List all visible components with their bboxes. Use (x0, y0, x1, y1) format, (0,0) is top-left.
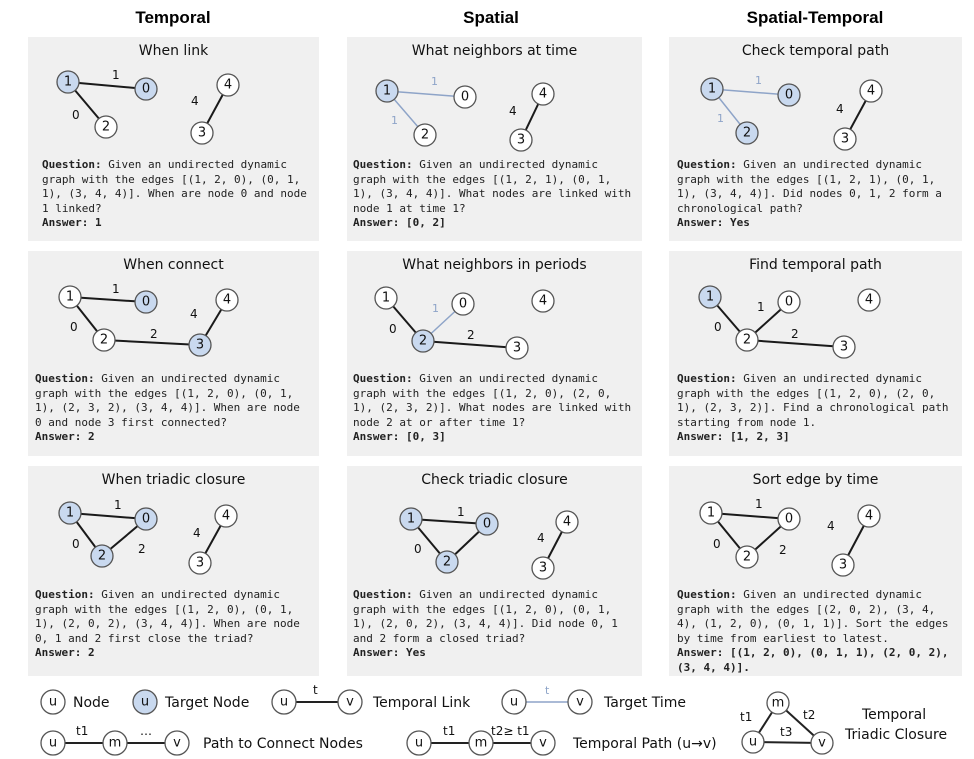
node-1 (699, 286, 721, 308)
svg-text:4: 4 (864, 292, 874, 308)
graph (347, 37, 639, 152)
svg-text:3: 3 (516, 132, 526, 148)
svg-text:t: t (545, 684, 550, 697)
edge-time-label: 1 (757, 300, 765, 314)
node-3 (189, 552, 211, 574)
svg-text:1: 1 (65, 505, 75, 521)
node-3 (832, 554, 854, 576)
node-2 (414, 124, 436, 146)
svg-text:t: t (313, 683, 318, 697)
panel-when-link (28, 37, 319, 241)
svg-text:Target Time: Target Time (604, 695, 687, 711)
answer-text: 2 (87, 430, 95, 443)
column-header-spatial: Spatial (463, 8, 519, 27)
edge-time-label: 0 (70, 320, 78, 334)
edge-time-label: 4 (509, 104, 517, 118)
legend (0, 682, 974, 759)
question-label: Question: (677, 372, 737, 385)
svg-text:1: 1 (706, 505, 716, 521)
node-1 (57, 71, 79, 93)
svg-text:u: u (48, 735, 58, 751)
edge-time-label: 0 (72, 537, 80, 551)
node-3 (532, 557, 554, 579)
svg-text:2: 2 (101, 119, 111, 135)
svg-text:u: u (48, 694, 58, 710)
edge-time-label: 2 (467, 328, 475, 342)
panel-title: Find temporal path (749, 257, 882, 273)
answer-label: Answer: (353, 646, 400, 659)
node-4 (215, 505, 237, 527)
svg-text:Temporal Path (u→v): Temporal Path (u→v) (573, 736, 717, 752)
node-4 (858, 505, 880, 527)
question-text: Given an undirected dynamic graph with the edges [(1, 2, 0), (0, 1, 1), (2, 0, 2), (3, 4, 4)]. When are node 0, 1 and 2 first close the triad? (35, 588, 300, 645)
question-answer (353, 158, 636, 231)
panel-check-triadic-closure (347, 466, 642, 676)
node-2 (95, 116, 117, 138)
answer-label: Answer: (42, 216, 89, 229)
answer-text: [(1, 2, 0), (0, 1, 1), (2, 0, 2), (3, 4, 4)]. (677, 646, 949, 674)
svg-text:u: u (748, 734, 758, 750)
svg-text:0: 0 (458, 296, 468, 312)
node-2 (436, 551, 458, 573)
edge-time-label: 4 (836, 102, 844, 116)
question-text: Given an undirected dynamic graph with the edges [(1, 2, 0), (0, 1, 1), (2, 0, 2), (3, 4, 4)]. Did node 0, 1 and 2 form a closed triad? (353, 588, 618, 645)
node-4 (216, 289, 238, 311)
answer-text: [0, 2] (405, 216, 446, 229)
node-3 (510, 129, 532, 151)
question-label: Question: (42, 158, 102, 171)
legend-triadic-closure (740, 692, 947, 754)
svg-text:2: 2 (742, 125, 752, 141)
edge-time-label: 0 (713, 537, 721, 551)
legend-target-time (502, 684, 686, 714)
edge-time-label: 0 (389, 322, 397, 336)
node-0 (452, 293, 474, 315)
svg-text:Node: Node (73, 695, 110, 711)
node-0 (135, 508, 157, 530)
question-text: Given an undirected dynamic graph with the edges [(1, 2, 0), (2, 0, 1), (2, 3, 2)]. What nodes are linked with node 2 at or after time 1? (353, 372, 632, 429)
node-0 (135, 78, 157, 100)
question-label: Question: (353, 372, 413, 385)
edge-time-label: 1 (112, 282, 120, 296)
node-2 (736, 122, 758, 144)
node-2 (91, 545, 113, 567)
svg-text:3: 3 (512, 340, 522, 356)
question-answer (35, 372, 313, 445)
legend-target-node (133, 690, 249, 714)
svg-text:3: 3 (839, 339, 849, 355)
svg-text:3: 3 (538, 560, 548, 576)
svg-text:0: 0 (784, 87, 794, 103)
svg-text:t1: t1 (443, 724, 456, 738)
svg-text:t3: t3 (780, 725, 793, 739)
svg-text:Triadic Closure: Triadic Closure (845, 727, 948, 743)
svg-text:1: 1 (65, 289, 75, 305)
edge-time-label: 1 (112, 68, 120, 82)
edge-time-label: 1 (432, 302, 439, 315)
question-text: Given an undirected dynamic graph with the edges [(2, 0, 2), (3, 4, 4), (1, 2, 0), (0, 1, 1)]. Sort the edges by time from earliest to latest. (677, 588, 949, 645)
svg-text:Target Node: Target Node (165, 695, 250, 711)
graph (669, 251, 961, 366)
panel-title: Check temporal path (741, 43, 890, 59)
question-answer (677, 372, 956, 445)
node-3 (191, 122, 213, 144)
edge-time-label: 0 (714, 320, 722, 334)
svg-text:3: 3 (838, 557, 848, 573)
node-3 (833, 336, 855, 358)
svg-text:t1: t1 (76, 724, 89, 738)
node-1 (400, 508, 422, 530)
edge-time-label: 2 (779, 543, 787, 557)
panel-what-neighbors-at-time (347, 37, 642, 241)
legend-temporal-link (272, 683, 471, 714)
node-0 (778, 84, 800, 106)
node-1 (59, 502, 81, 524)
edge-time-label: 2 (138, 542, 146, 556)
answer-label: Answer: (677, 216, 724, 229)
edge-time-label: 4 (193, 526, 201, 540)
question-text: Given an undirected dynamic graph with the edges [(1, 2, 1), (0, 1, 1), (3, 4, 4)]. Did nodes 0, 1, 2 form a chronological path? (677, 158, 942, 215)
svg-text:v: v (346, 694, 354, 710)
question-text: Given an undirected dynamic graph with the edges [(1, 2, 0), (0, 1, 1), (3, 4, 4)]. When are node 0 and node 1 linked? (42, 158, 307, 215)
svg-text:…: … (140, 724, 152, 738)
node-0 (476, 513, 498, 535)
node-3 (834, 128, 856, 150)
node-1 (375, 287, 397, 309)
panel-title: What neighbors at time (411, 43, 578, 59)
svg-text:Temporal: Temporal (862, 707, 927, 723)
question-answer (42, 158, 313, 231)
svg-text:4: 4 (223, 77, 233, 93)
edge-time-label: 2 (791, 327, 799, 341)
question-answer (677, 158, 956, 231)
node-1 (59, 286, 81, 308)
answer-text: 1 (94, 216, 102, 229)
edge-time-label: 1 (114, 498, 122, 512)
node-2 (736, 546, 758, 568)
edge-time-label: 1 (431, 75, 438, 88)
answer-label: Answer: (677, 646, 724, 659)
svg-text:2: 2 (97, 548, 107, 564)
svg-text:1: 1 (381, 290, 391, 306)
svg-text:0: 0 (784, 511, 794, 527)
svg-text:3: 3 (195, 337, 205, 353)
node-4 (532, 290, 554, 312)
node-2 (736, 329, 758, 351)
edge-time-label: 1 (457, 505, 465, 519)
svg-text:2: 2 (420, 127, 430, 143)
panel-title: Sort edge by time (752, 472, 879, 488)
node-0 (778, 291, 800, 313)
answer-label: Answer: (35, 646, 82, 659)
node-0 (778, 508, 800, 530)
svg-text:2: 2 (742, 332, 752, 348)
node-4 (532, 83, 554, 105)
node-1 (376, 80, 398, 102)
svg-text:Path to Connect Nodes: Path to Connect Nodes (203, 736, 363, 752)
edge-1-0 (387, 91, 465, 97)
panel-what-neighbors-in-periods (347, 251, 642, 456)
svg-text:3: 3 (195, 555, 205, 571)
node-0 (135, 291, 157, 313)
question-answer (353, 588, 636, 661)
panel-title: When link (138, 43, 209, 59)
svg-text:3: 3 (197, 125, 207, 141)
legend-temporal-path (407, 724, 717, 755)
svg-text:0: 0 (460, 89, 470, 105)
edge-time-label: 4 (827, 519, 835, 533)
edge-time-label: 0 (414, 542, 422, 556)
svg-text:4: 4 (222, 292, 232, 308)
edge-time-label: 4 (190, 307, 198, 321)
answer-text: Yes (405, 646, 426, 659)
legend-node (41, 690, 110, 714)
svg-text:4: 4 (864, 508, 874, 524)
svg-text:0: 0 (141, 81, 151, 97)
svg-text:1: 1 (63, 74, 73, 90)
edge-1-0 (711, 513, 789, 519)
legend-path (41, 724, 363, 755)
svg-text:u: u (140, 694, 150, 710)
panel-when-triadic-closure (28, 466, 319, 676)
edge-2-3 (423, 341, 517, 348)
answer-text: 2 (87, 646, 95, 659)
svg-text:2: 2 (442, 554, 452, 570)
edge-2-3 (747, 340, 844, 347)
question-label: Question: (35, 588, 95, 601)
edge-time-label: 1 (755, 74, 762, 87)
question-answer (35, 588, 313, 661)
edge-time-label: 0 (72, 108, 80, 122)
graph (669, 37, 961, 152)
node-3 (506, 337, 528, 359)
svg-text:1: 1 (707, 81, 717, 97)
svg-text:2: 2 (742, 549, 752, 565)
edge-time-label: 1 (717, 112, 724, 125)
svg-text:1: 1 (406, 511, 416, 527)
panel-title: When connect (123, 257, 224, 273)
node-1 (701, 78, 723, 100)
svg-text:0: 0 (482, 516, 492, 532)
answer-label: Answer: (353, 430, 400, 443)
svg-text:3: 3 (840, 131, 850, 147)
panel-title: When triadic closure (101, 472, 246, 488)
svg-text:t2: t2 (803, 708, 816, 722)
question-answer (353, 372, 636, 445)
node-1 (700, 502, 722, 524)
answer-label: Answer: (677, 430, 724, 443)
svg-text:4: 4 (866, 83, 876, 99)
svg-text:4: 4 (538, 293, 548, 309)
svg-text:v: v (576, 694, 584, 710)
svg-text:0: 0 (141, 294, 151, 310)
svg-text:t2≥ t1: t2≥ t1 (491, 724, 530, 738)
node-2 (93, 329, 115, 351)
svg-text:0: 0 (141, 511, 151, 527)
svg-text:1: 1 (382, 83, 392, 99)
svg-text:v: v (539, 735, 547, 751)
edge-1-0 (68, 82, 146, 89)
svg-text:2: 2 (418, 333, 428, 349)
svg-text:Temporal Link: Temporal Link (373, 695, 471, 711)
svg-text:t1: t1 (740, 710, 753, 724)
panel-find-temporal-path (669, 251, 962, 456)
question-text: Given an undirected dynamic graph with the edges [(1, 2, 1), (0, 1, 1), (3, 4, 4)]. What nodes are linked with node 1 at time 1? (353, 158, 632, 215)
graph (28, 466, 320, 581)
node-3 (189, 334, 211, 356)
panel-sort-edge-by-time (669, 466, 962, 676)
edge-time-label: 1 (755, 497, 763, 511)
question-answer (677, 588, 956, 675)
svg-text:u: u (509, 694, 519, 710)
svg-text:1: 1 (705, 289, 715, 305)
column-header-spatial-temporal: Spatial-Temporal (746, 8, 884, 27)
svg-text:0: 0 (784, 294, 794, 310)
answer-text: Yes (729, 216, 750, 229)
graph (28, 251, 320, 366)
node-4 (860, 80, 882, 102)
answer-label: Answer: (35, 430, 82, 443)
node-4 (217, 74, 239, 96)
answer-text: [0, 3] (405, 430, 446, 443)
svg-text:m: m (771, 695, 785, 711)
question-label: Question: (677, 158, 737, 171)
answer-text: [1, 2, 3] (729, 430, 790, 443)
edge-time-label: 4 (537, 531, 545, 545)
node-4 (556, 511, 578, 533)
svg-text:4: 4 (221, 508, 231, 524)
panel-title: Check triadic closure (421, 472, 568, 488)
svg-text:u: u (414, 735, 424, 751)
edge-time-label: 2 (150, 327, 158, 341)
edge-time-label: 4 (191, 94, 199, 108)
graph (28, 37, 320, 152)
panel-when-connect (28, 251, 319, 456)
svg-text:v: v (173, 735, 181, 751)
svg-text:4: 4 (538, 86, 548, 102)
node-2 (412, 330, 434, 352)
question-label: Question: (677, 588, 737, 601)
answer-label: Answer: (353, 216, 400, 229)
edge-time-label: 1 (391, 114, 398, 127)
graph (347, 251, 639, 366)
svg-text:v: v (818, 735, 826, 751)
graph (669, 466, 961, 581)
column-header-temporal: Temporal (135, 8, 211, 27)
graph (347, 466, 639, 581)
question-text: Given an undirected dynamic graph with the edges [(1, 2, 0), (0, 1, 1), (2, 3, 2), (3, 4, 4)]. When are node 0 and node 3 first connected? (35, 372, 300, 429)
svg-text:m: m (474, 735, 488, 751)
question-label: Question: (353, 158, 413, 171)
svg-text:u: u (279, 694, 289, 710)
svg-text:4: 4 (562, 514, 572, 530)
panel-check-temporal-path (669, 37, 962, 241)
question-label: Question: (353, 588, 413, 601)
question-text: Given an undirected dynamic graph with the edges [(1, 2, 0), (2, 0, 1), (2, 3, 2)]. Find a chronological path starting from node 1. (677, 372, 949, 429)
svg-text:m: m (108, 735, 122, 751)
node-4 (858, 289, 880, 311)
svg-text:2: 2 (99, 332, 109, 348)
question-label: Question: (35, 372, 95, 385)
panel-title: What neighbors in periods (402, 257, 587, 273)
node-0 (454, 86, 476, 108)
